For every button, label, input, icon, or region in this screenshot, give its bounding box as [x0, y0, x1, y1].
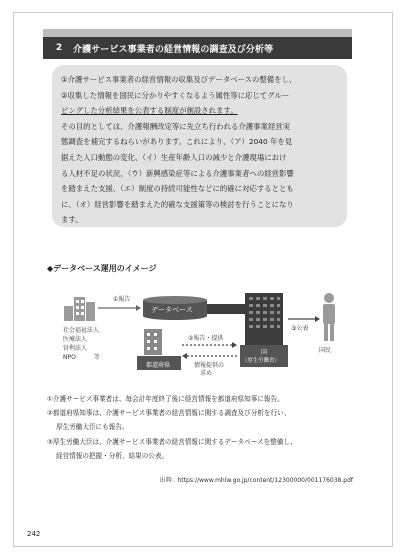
header-accent-bar	[43, 29, 352, 37]
operator-type: 医療法人	[63, 336, 88, 343]
source-citation: 出典：https://www.mhlw.go.jp/content/12300000/001176038.pdf	[159, 477, 353, 484]
prefecture-label: 都道府県	[146, 362, 171, 369]
citizen-label: 国民	[319, 347, 332, 354]
database-link-band	[207, 304, 245, 314]
database-diagram	[40, 285, 370, 380]
section-number: 2	[55, 43, 63, 53]
step1-label: ①報告	[113, 296, 131, 303]
note-item: ①介護サービス事業者は、毎会計年度終了後に経営情報を都道府県知事に報告。	[47, 395, 284, 403]
note-item: 厚生労働大臣にも報告。	[56, 423, 129, 432]
step3-label: ③公表	[291, 325, 309, 332]
summary-line: ②収集した情報を国民に分かりやすくなるよう属性等に応じてグルー	[61, 90, 290, 100]
summary-line: ①介護サービス事業者の経営情報の収集及びデータベースの整備をし、	[61, 75, 297, 84]
operator-building-icon	[64, 297, 95, 321]
operator-type: 営利法人	[63, 345, 88, 352]
notes-list	[47, 392, 367, 463]
summary-line: を踏まえた支援、（エ）制度の持続可能性などに的確に対応するととも	[61, 184, 294, 194]
request-label-line1: 情報提供の	[194, 362, 225, 369]
note-item: ③厚生労働大臣は、介護サービス事業者の経営情報に関するデータベースを整備し、	[47, 437, 297, 446]
database-label: データベース	[151, 306, 193, 314]
section-title: 介護サービス事業者の経営情報の調査及び分析等	[73, 44, 274, 55]
summary-line: その目的としては、介護報酬改定等に先立ち行われる介護事業経営実	[61, 121, 291, 131]
step2-label: ②報告・提供	[188, 335, 224, 342]
state-sublabel: （厚生労働省）	[242, 358, 280, 364]
operator-type: NPO 等	[63, 354, 100, 361]
summary-line: ピングした分析結果を公表する制度が創設されます。	[61, 106, 238, 116]
state-label: 国	[261, 349, 268, 356]
summary-line: に、（オ）経営影響を踏まえた的確な支援策等の検討を行うことになり	[61, 199, 294, 209]
section-heading	[43, 37, 352, 59]
citizen-icon	[323, 293, 335, 341]
summary-line: ます。	[61, 215, 83, 225]
summary-line: 据えた人口動態の変化、（イ）生産年齢人口の減少と介護現場におけ	[61, 152, 287, 162]
operator-type: 社会福祉法人	[63, 327, 100, 334]
request-label-line2: 求め	[200, 370, 213, 377]
note-item: ②都道府県知事は、介護サービス事業者の経営情報に関する調査及び分析を行い、	[47, 409, 291, 418]
summary-line: る人材不足の状況、（ウ）新興感染症等による介護事業者への経営影響	[61, 168, 294, 178]
note-item: 経営情報の把握・分析、結果の公表。	[56, 451, 169, 460]
page-number: 242	[27, 530, 41, 538]
summary-line: 態調査を補完するねらいがあります。これにより、（ア）2040 年を見	[61, 137, 293, 147]
summary-box	[52, 65, 347, 227]
diagram-heading: ◆データベース運用のイメージ	[47, 264, 157, 273]
